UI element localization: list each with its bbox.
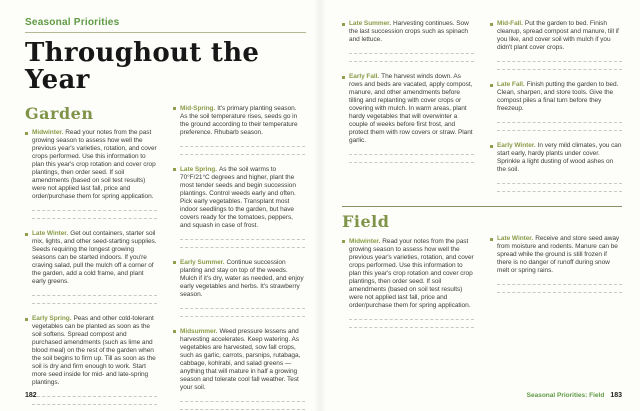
entry-body: Finish putting the garden to bed. Clean, sharpen, and store tools. Give the compost piles a final turn before they freezeup. (497, 81, 619, 112)
right-page-number: 183 (610, 392, 622, 399)
garden-entry-late-summer (342, 20, 474, 44)
garden-entry-mid-fall (490, 20, 622, 52)
season-label: Mid-Spring. (180, 104, 216, 112)
note-lines (349, 319, 474, 328)
entry-body: Harvesting continues. Sow the last succession crops such as spinach and lettuce. (349, 20, 469, 43)
left-page-number: 182 (25, 392, 37, 399)
season-label: Late Summer. (349, 20, 392, 27)
season-label: Midwinter. (349, 237, 381, 245)
column-4-field (490, 213, 622, 304)
column-1 (25, 105, 157, 411)
garden-entry-midsummer (173, 328, 305, 392)
square-bullet-icon (342, 23, 345, 26)
entry-body: Read your notes from the past growing season to assess how well the previous year's varieties, rotation, and cover crops performed. Use this information to plan this year's crop rotation and cover crop plantings, then order seed. If soil amendments (based on soil test results) were not applied last fall, price and order/purchase them for spring application. (32, 129, 157, 201)
garden-section-heading: Garden (25, 103, 94, 123)
right-page (320, 0, 640, 411)
note-lines (497, 122, 622, 131)
square-bullet-icon (25, 132, 28, 135)
note-lines (180, 401, 305, 410)
entry-body: Peas and other cold-tolerant vegetables can be planted as soon as the soil softens. Spread compost and purchased amendments (such as lime and blood meal) on the rest of the garden when the soil begins to firm up. Till as soon as the soil is dry and firm enough to work. Start more seed inside for mid- and late-spring plantings. (32, 315, 156, 387)
garden-entry-early-winter (490, 142, 622, 174)
entry-body: Read your notes from the past growing season to assess how well the previous year's varieties, rotation, and cover crops performed. Use this information to plan this year's crop rotation and cover crop plantings, then order seed. If soil amendments (based on soil test results) were not applied last fall, price and order/purchase them for spring application. (349, 237, 474, 309)
right-footer-label: Seasonal Priorities: Field (526, 392, 605, 399)
entry-body: Continue succession planting and stay on top of the weeds. Mulch if it's dry, water as needed, and enjoy early vegetables and herbs. It's strawberry season. (180, 258, 304, 298)
season-label: Early Summer. (180, 258, 225, 266)
square-bullet-icon (490, 23, 493, 26)
season-label: Mid-Fall. (497, 20, 523, 27)
note-lines (32, 396, 157, 405)
page-title: Throughout the Year (25, 38, 260, 96)
entry-body: Weed pressure lessens and harvesting accelerates. Keep watering. As vegetables are harvested, sow fall crops, such as garlic, carrots, parsnips, rutabaga, cabbage, kohlrabi, and salad greens — anything that will mature in half a growing season and tolerate cool fall weather. Test your soil. (180, 327, 301, 391)
note-lines (32, 295, 157, 304)
column-4 (490, 20, 622, 203)
entry-body: Put the garden to bed. Finish cleanup, spread compost and manure, till if you like, and cover soil with mulch if you didn't plant cover crops. (497, 20, 619, 51)
entry-body: In very mild climates, you can start early, hardy plants under cover. Sprinkle a light dusting of wood ashes on the soil. (497, 142, 622, 173)
season-label: Late Winter. (32, 230, 69, 238)
note-lines (349, 154, 474, 163)
note-lines (180, 239, 305, 248)
garden-entry-late-spring (173, 166, 305, 230)
note-lines (349, 53, 474, 62)
square-bullet-icon (173, 107, 176, 110)
entry-body: As the soil warms to 70°F/21°C degrees and higher, plant the most tender seeds and begin succession plantings. Control weeds early and often. Pick early vegetables. Transplant most indoor seedlings to the garden, but have covers ready for the tomatoes, peppers, and squash in case of frost. (180, 165, 296, 229)
field-entry-midwinter (342, 238, 474, 310)
season-label: Midwinter. (32, 129, 64, 137)
column-3 (342, 20, 474, 174)
season-label: Midsummer. (180, 327, 218, 335)
column-2 (173, 105, 305, 411)
season-label: Early Fall. (349, 73, 380, 80)
eyebrow-rule (25, 32, 306, 33)
square-bullet-icon (342, 76, 345, 79)
garden-entry-midwinter (25, 129, 157, 201)
entry-body: Get out containers, starter soil mix, lights, and other seed-starting supplies. Seeds requiring the longest growing seasons can be started indoors. If you're craving salad, pull the mulch off a corner of the garden, add a cold frame, and plant early greens. (32, 230, 157, 286)
season-label: Late Winter. (497, 235, 534, 242)
square-bullet-icon (342, 240, 345, 243)
field-section-divider (342, 206, 622, 207)
season-label: Late Spring. (180, 165, 217, 173)
garden-entry-late-winter (25, 230, 157, 286)
note-lines (497, 61, 622, 70)
square-bullet-icon (25, 318, 28, 321)
entry-body: Receive and store seed away from moisture and rodents. Manure can be spread while the ground is still frozen if there is no danger of runoff during snow melt or spring rains. (497, 235, 620, 274)
square-bullet-icon (173, 261, 176, 264)
square-bullet-icon (173, 330, 176, 333)
square-bullet-icon (490, 145, 493, 148)
season-label: Early Spring. (32, 315, 72, 323)
column-3-field (342, 213, 474, 339)
garden-entry-early-fall (342, 73, 474, 145)
season-label: Late Fall. (497, 81, 525, 88)
garden-entry-late-fall (490, 81, 622, 113)
square-bullet-icon (173, 168, 176, 171)
entry-body: The harvest winds down. As rows and beds are vacated, apply compost, manure, and other amendments before tilling and replanting with cover crops or covering with mulch. In warm areas, plant hardy vegetables that will overwinter a couple of weeks before first frost, and protect them with row covers or straw. Plant garlic. (349, 73, 473, 144)
right-page-footer (527, 392, 622, 399)
garden-entry-mid-spring (173, 105, 305, 137)
note-lines (180, 146, 305, 155)
square-bullet-icon (25, 233, 28, 236)
note-lines (32, 210, 157, 219)
garden-entry-early-summer (173, 259, 305, 299)
field-entry-late-winter (490, 235, 622, 275)
note-lines (497, 183, 622, 192)
season-label: Early Winter. (497, 142, 536, 149)
square-bullet-icon (490, 84, 493, 87)
entry-body: It's primary planting season. As the soil temperature rises, seeds go in the ground according to their temperature preference. Rhubarb season. (180, 104, 298, 136)
eyebrow-heading: Seasonal Priorities (25, 16, 120, 28)
right-page-bottom-band (342, 213, 622, 339)
right-page-top-band (342, 20, 622, 206)
note-lines (180, 308, 305, 317)
square-bullet-icon (490, 238, 493, 241)
field-section-heading: Field (342, 212, 390, 231)
note-lines (497, 284, 622, 293)
garden-entry-early-spring (25, 315, 157, 387)
left-page-columns (25, 105, 306, 411)
